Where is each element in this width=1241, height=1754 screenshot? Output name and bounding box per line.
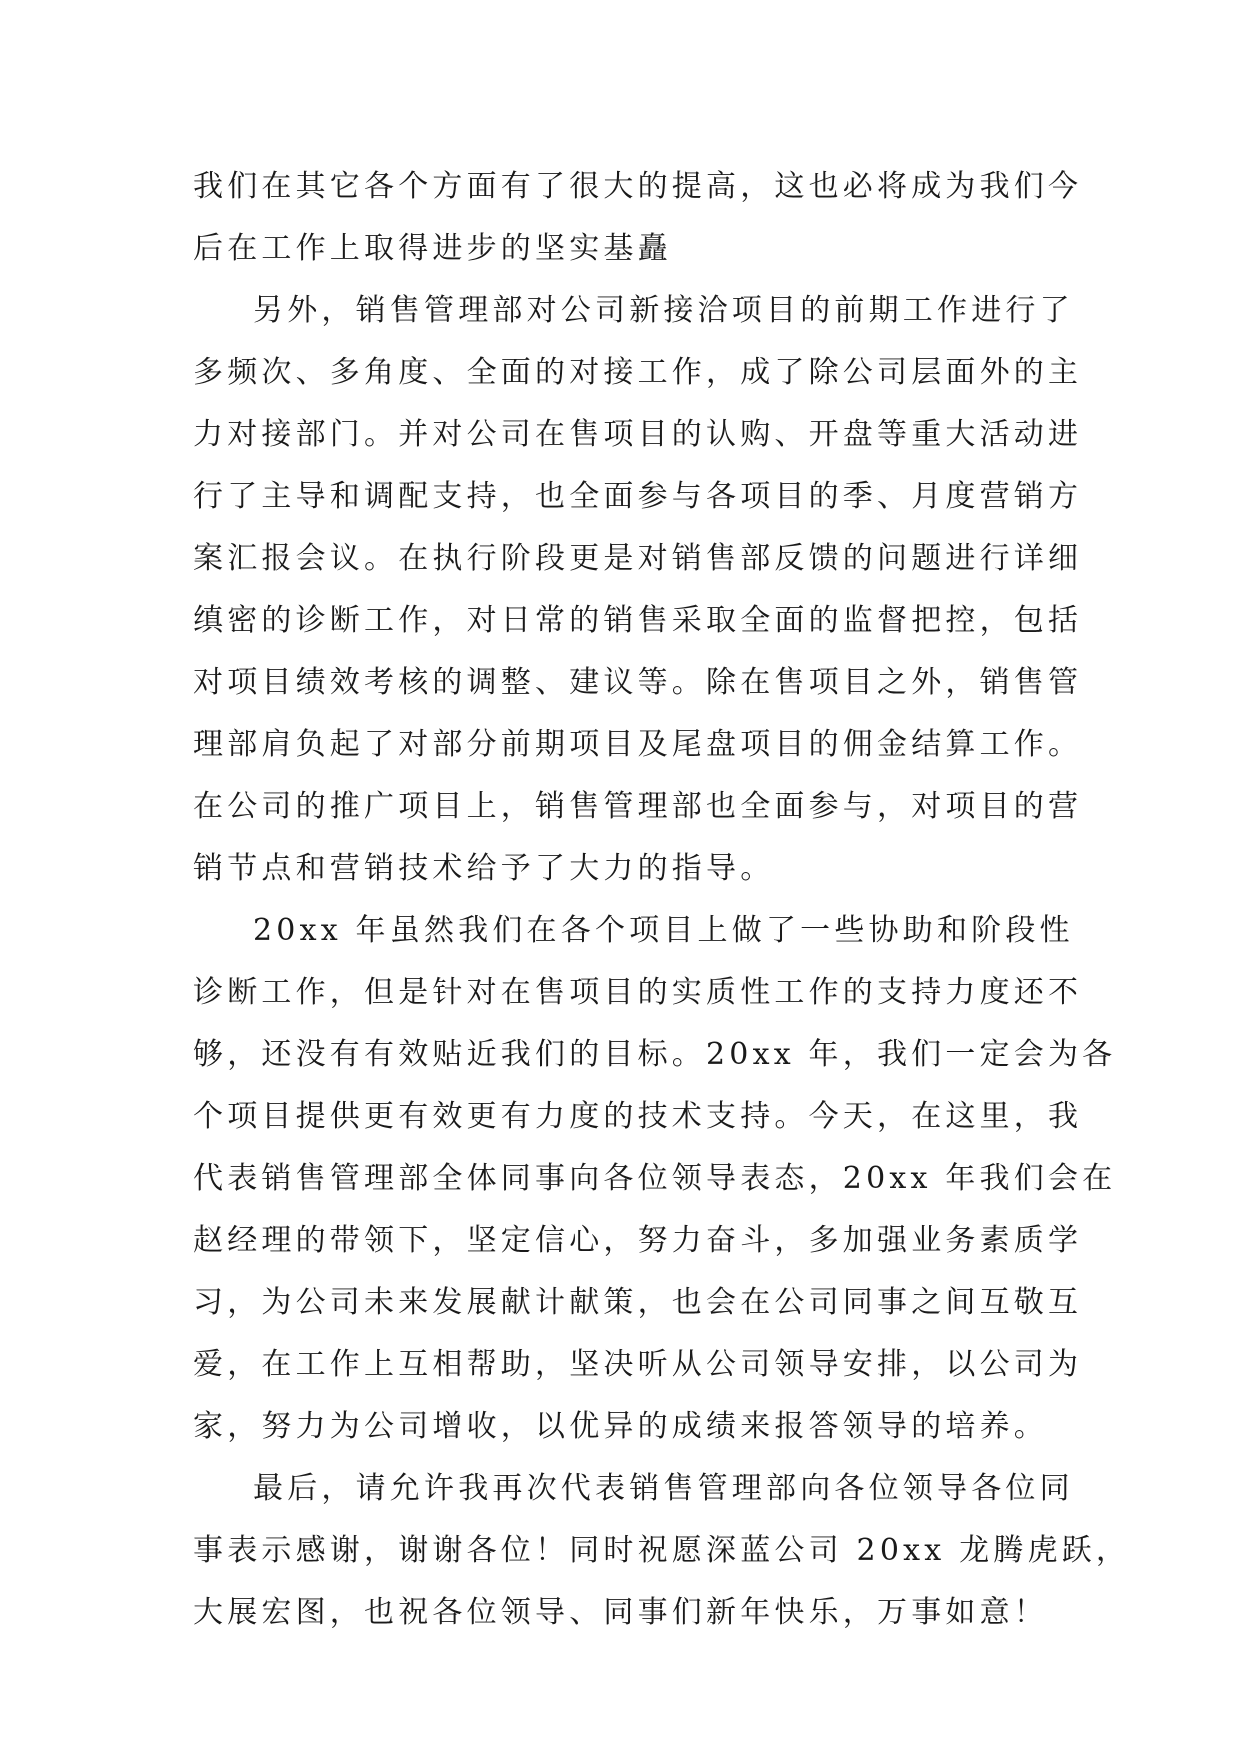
text-line: 诊断工作，但是针对在售项目的实质性工作的支持力度还不	[193, 975, 1083, 1010]
text-line: 行了主导和调配支持，也全面参与各项目的季、月度营销方	[193, 479, 1083, 514]
paragraph-continuation	[193, 156, 1083, 280]
text-line: 销节点和营销技术给予了大力的指导。	[193, 851, 775, 886]
text-line: 爱，在工作上互相帮助，坚决听从公司领导安排，以公司为	[193, 1347, 1083, 1382]
text-line-first: 20xx 年虽然我们在各个项目上做了一些协助和阶段性	[253, 913, 1074, 948]
paragraph-future-plan	[193, 900, 1117, 1458]
text-line: 我们在其它各个方面有了很大的提高，这也必将成为我们今	[193, 169, 1083, 204]
text-line: 大展宏图，也祝各位领导、同事们新年快乐，万事如意！	[193, 1595, 1048, 1630]
text-line: 代表销售管理部全体同事向各位领导表态，20xx 年我们会在	[193, 1161, 1117, 1196]
text-line: 理部肩负起了对部分前期项目及尾盘项目的佣金结算工作。	[193, 727, 1083, 762]
text-line: 在公司的推广项目上，销售管理部也全面参与，对项目的营	[193, 789, 1083, 824]
text-line: 多频次、多角度、全面的对接工作，成了除公司层面外的主	[193, 355, 1083, 390]
text-line: 事表示感谢，谢谢各位！同时祝愿深蓝公司 20xx 龙腾虎跃，	[193, 1533, 1131, 1568]
text-line: 缜密的诊断工作，对日常的销售采取全面的监督把控，包括	[193, 603, 1083, 638]
text-line: 家，努力为公司增收，以优异的成绩来报答领导的培养。	[193, 1409, 1048, 1444]
text-line: 对项目绩效考核的调整、建议等。除在售项目之外，销售管	[193, 665, 1083, 700]
text-line: 够，还没有有效贴近我们的目标。20xx 年，我们一定会为各	[193, 1037, 1117, 1072]
text-line-first: 另外，销售管理部对公司新接洽项目的前期工作进行了	[253, 293, 1074, 328]
text-line: 后在工作上取得进步的坚实基矗	[193, 231, 672, 266]
text-line: 力对接部门。并对公司在售项目的认购、开盘等重大活动进	[193, 417, 1083, 452]
document-body	[193, 156, 1131, 1644]
text-line: 个项目提供更有效更有力度的技术支持。今天，在这里，我	[193, 1099, 1083, 1134]
paragraph-closing	[193, 1458, 1131, 1644]
text-line: 习，为公司未来发展献计献策，也会在公司同事之间互敬互	[193, 1285, 1083, 1320]
text-line: 赵经理的带领下，坚定信心，努力奋斗，多加强业务素质学	[193, 1223, 1083, 1258]
paragraph-sales-management-work	[193, 280, 1083, 900]
text-line: 案汇报会议。在执行阶段更是对销售部反馈的问题进行详细	[193, 541, 1083, 576]
text-line-first: 最后，请允许我再次代表销售管理部向各位领导各位同	[253, 1471, 1074, 1506]
